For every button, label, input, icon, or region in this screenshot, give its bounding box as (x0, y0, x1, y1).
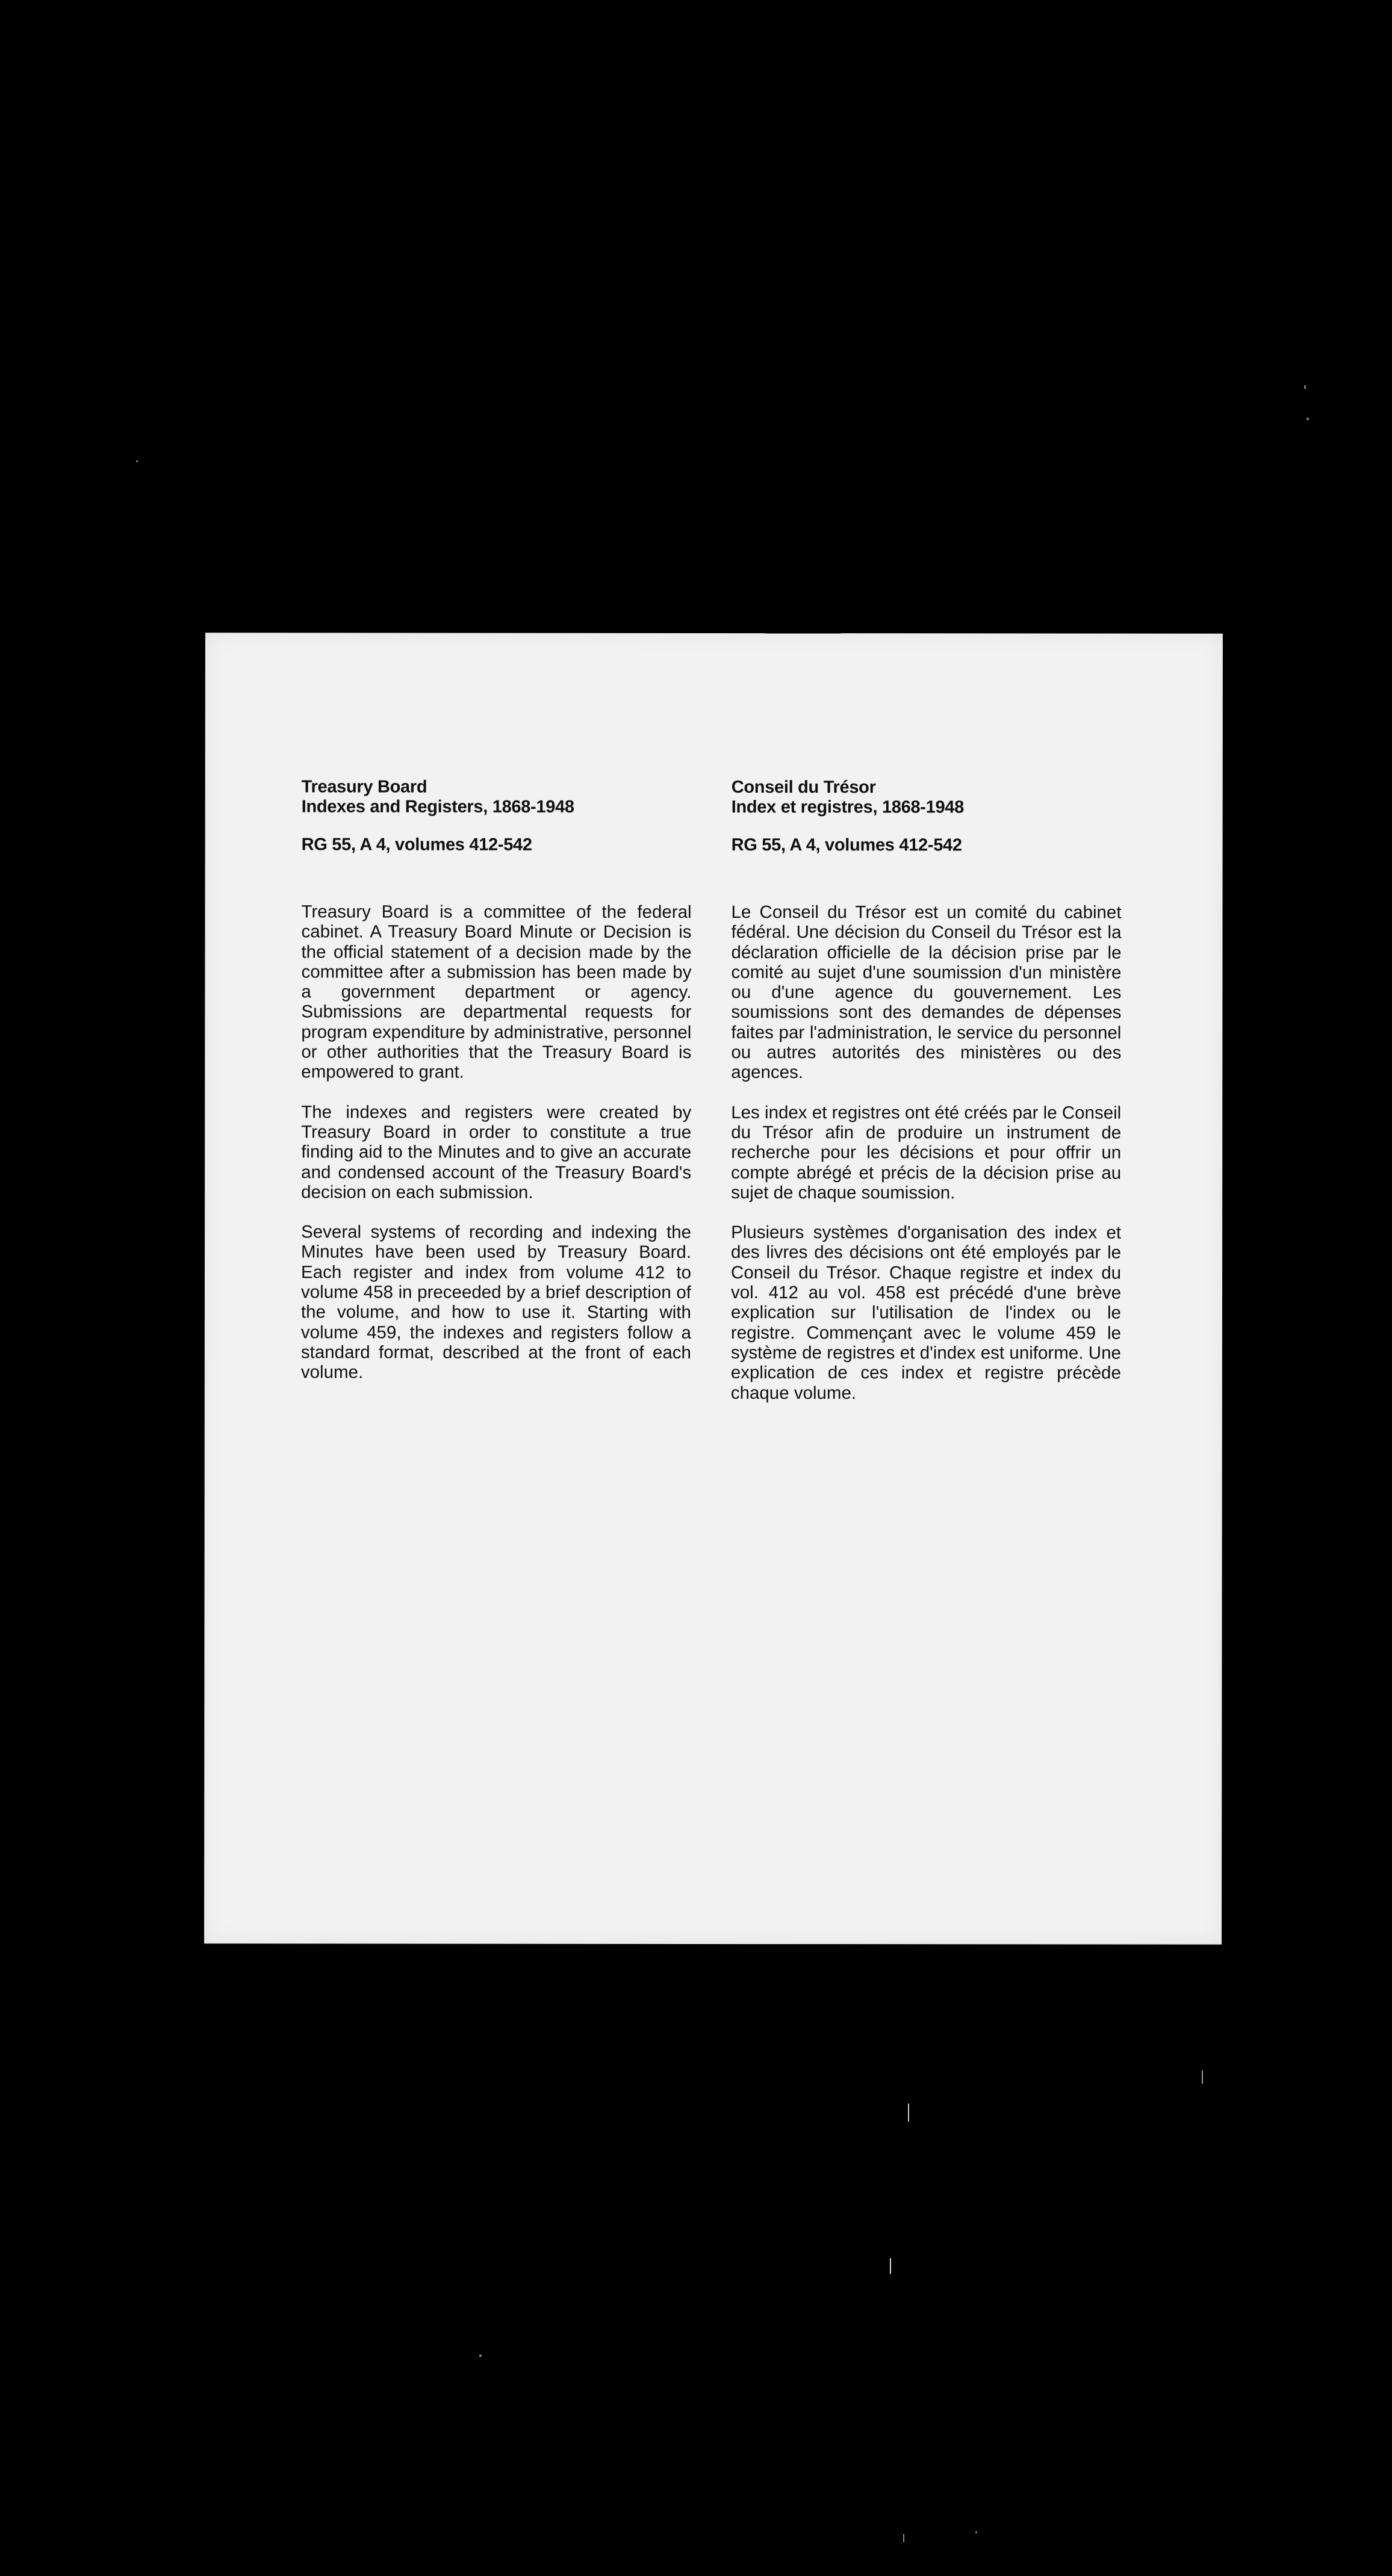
document-page (204, 633, 1223, 1944)
french-reference: RG 55, A 4, volumes 412-542 (731, 835, 962, 855)
scan-speck (1307, 418, 1309, 420)
english-paragraph-2: The indexes and registers were created by Treasury Board in order to constitute a true finding aid to the Minutes and to give an accurate and condensed account of the Treasury Board's decision on each submission. (301, 1102, 692, 1203)
scan-speck (903, 2534, 904, 2542)
scan-speck (136, 460, 138, 462)
french-column (731, 778, 1122, 1403)
english-reference: RG 55, A 4, volumes 412-542 (301, 835, 532, 855)
english-title-line1: Treasury Board (301, 777, 427, 797)
scan-speck (890, 2258, 891, 2274)
french-title (732, 778, 1122, 818)
scan-speck (908, 2104, 909, 2122)
scan-speck (1304, 385, 1306, 389)
english-column (301, 777, 692, 1382)
scan-speck (1202, 2070, 1203, 2084)
french-paragraph-1: Le Conseil du Trésor est un comité du cabinet fédéral. Une décision du Conseil du Trésor est la déclaration officielle de la décision prise par le comité au sujet d'une soumission d'un ministère ou d'une agence du gouvernement. Les soumissions sont des demandes de dépenses faites par l'administration, le service du personnel ou autres autorités des ministères ou des agences. (731, 902, 1122, 1083)
french-paragraph-3: Plusieurs systèmes d'organisation des index et des livres des décisions ont été employés par le Conseil du Trésor. Chaque registre et index du vol. 412 au vol. 458 est précédé d'une brève explication sur l'utilisation de l'index ou le registre. Commençant avec le volume 459 le système de registres et d'index est uniforme. Une explication de ces index et registre précède chaque volume. (730, 1222, 1122, 1403)
french-title-line1: Conseil du Trésor (731, 778, 876, 797)
english-paragraph-1: Treasury Board is a committee of the federal cabinet. A Treasury Board Minute or Decision is the official statement of a decision made by the committee after a submission has been made by a government department or agency. Submissions are departmental requests for program expenditure by administrative, personnel or other authorities that the Treasury Board is empowered to grant. (301, 902, 692, 1083)
english-paragraph-3: Several systems of recording and indexing the Minutes have been used by Treasury Board. Each register and index from volume 412 to volume 458 in preceeded by a brief description of the volume, and how to use it. Starting with volume 459, the indexes and registers follow a standard format, described at the front of each volume. (300, 1222, 692, 1382)
french-title-line2: Index et registres, 1868-1948 (731, 797, 964, 817)
english-title-line2: Indexes and Registers, 1868-1948 (301, 797, 574, 817)
scan-speck (975, 2531, 977, 2533)
french-paragraph-2: Les index et registres ont été créés par le Conseil du Trésor afin de produire un instrument de recherche pour les décisions et pour offrir un compte abrégé et précis de la décision prise au sujet de chaque soumission. (731, 1102, 1122, 1203)
english-title (302, 777, 692, 817)
scan-speck (479, 2355, 482, 2357)
